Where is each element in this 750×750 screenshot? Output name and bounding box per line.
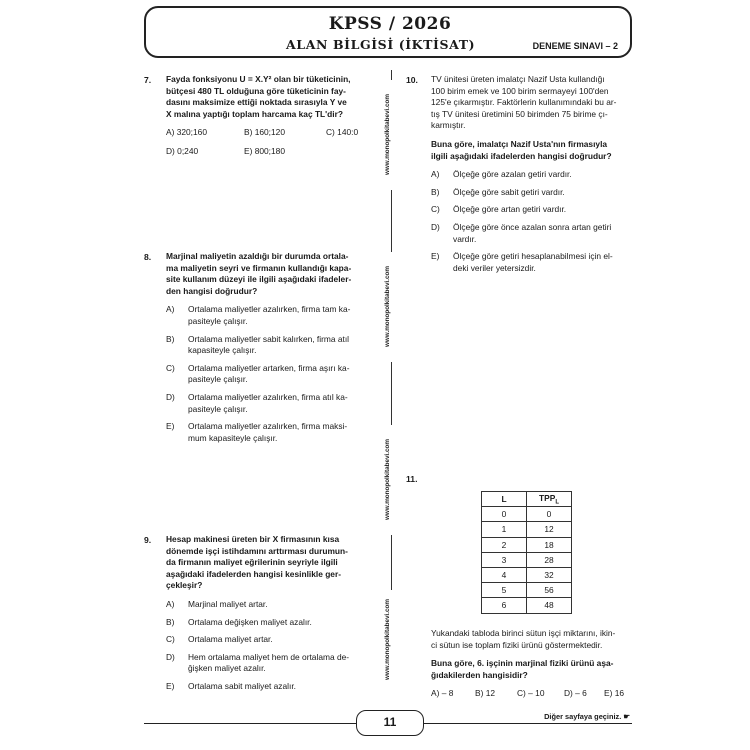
table-row: 1 12: [482, 522, 572, 537]
next-page-note: Diğer sayfaya geçiniz. ☛: [544, 712, 630, 721]
exam-header: [144, 6, 632, 58]
question-number: 10.: [406, 75, 418, 85]
question-intro: TV ünitesi üreten imalatçı Nazif Usta kullandığı 100 birim emek ve 100 birim sermayeyi 100'den 125'e çıkarmıştır. Faktörlerin kullanımındaki bu ar- tış TV ünitesi üretimini 50 birimden 75 birime çı- karmıştır.: [431, 74, 617, 131]
table-row: 0 0: [482, 507, 572, 522]
watermark: www.monopolkitabevi.com: [384, 590, 398, 690]
table-row: 2 18: [482, 537, 572, 552]
option-b[interactable]: B) 160;120: [244, 127, 285, 138]
option-e[interactable]: E) Ortalama maliyetler azalırken, firma maksi- mum kapasiteyle çalışır.: [166, 421, 348, 443]
question-number: 8.: [144, 252, 152, 262]
option-c[interactable]: C) Ölçeğe göre artan getiri vardır.: [431, 204, 567, 215]
question-10: [431, 74, 637, 274]
table-row: 5 56: [482, 583, 572, 598]
watermark: www.monopolkitabevi.com: [384, 252, 398, 362]
question-stem: Hesap makinesi üreten bir X firmasının kısa dönemde işçi istihdamını arttırması durumun- da firmanın maliyet eğrilerinin seyriyle ilgili aşağıdaki ifadelerden hangisi kesinlikle ger- çekleşir?: [166, 534, 348, 591]
option-a[interactable]: A) Ölçeğe göre azalan getiri vardır.: [431, 169, 572, 180]
option-b[interactable]: B) Ortalama maliyetler sabit kalırken, firma atıl kapasiteyle çalışır.: [166, 333, 350, 356]
question-8: [166, 251, 380, 444]
option-e[interactable]: E) 800;180: [244, 146, 285, 157]
question-11: [431, 628, 641, 702]
question-number: 9.: [144, 535, 152, 545]
option-c[interactable]: C) – 10: [517, 688, 545, 699]
table-header-l: L: [482, 492, 527, 507]
option-e[interactable]: E) Ölçeğe göre getiri hesaplanabilmesi için el- deki veriler yetersizdir.: [431, 251, 613, 273]
table-header-tpp: $TPP_L$: [527, 492, 572, 507]
question-stem: Fayda fonksiyonu U = X.Y² olan bir tüketicinin, bütçesi 480 TL olduğuna göre tüketicinin fay- dasını maksimize ettiği noktada sırasıyla Y ve X malına yaptığı toplam harcama kaç TL'dir?: [166, 74, 351, 119]
option-a[interactable]: A) 320;160: [166, 127, 207, 138]
pointing-hand-icon: ☛: [623, 712, 630, 721]
question-number: 7.: [144, 75, 152, 85]
question-stem: Buna göre, imalatçı Nazif Usta'nın firmasıyla ilgili aşağıdaki ifadelerden hangisi doğrudur?: [431, 138, 612, 161]
option-b[interactable]: B) Ortalama değişken maliyet azalır.: [166, 616, 312, 627]
option-b[interactable]: B) Ölçeğe göre sabit getiri vardır.: [431, 186, 565, 197]
option-d[interactable]: D) – 6: [564, 688, 587, 699]
question-9: [166, 534, 380, 693]
option-d[interactable]: D) Hem ortalama maliyet hem de ortalama de- ğişken maliyet azalır.: [166, 651, 350, 674]
watermark: www.monopolkitabevi.com: [384, 80, 398, 190]
option-d[interactable]: D) 0;240: [166, 146, 199, 157]
question-7: [166, 74, 380, 167]
exam-name: DENEME SINAVI – 2: [532, 41, 618, 51]
watermark: www.monopolkitabevi.com: [384, 425, 398, 535]
option-c[interactable]: C) 140:0: [326, 127, 359, 138]
subject-title: ALAN BİLGİSİ (İKTİSAT): [286, 37, 476, 52]
option-e[interactable]: E) 16: [604, 688, 625, 699]
page-number: 11: [356, 710, 424, 736]
option-b[interactable]: B) 12: [475, 688, 496, 699]
option-e[interactable]: E) Ortalama sabit maliyet azalır.: [166, 680, 296, 691]
tpp-table: [481, 491, 572, 614]
question-intro: Yukandaki tabloda birinci sütun işçi miktarını, ikin- ci sütun ise toplam fiziki ürünü göstermektedir.: [431, 628, 616, 650]
table-row: 6 48: [482, 598, 572, 613]
option-a[interactable]: A) Marjinal maliyet artar.: [166, 598, 268, 609]
option-a[interactable]: A) – 8: [431, 688, 454, 699]
option-c[interactable]: C) Ortalama maliyetler artarken, firma aşırı ka- pasiteyle çalışır.: [166, 362, 350, 385]
question-stem: Marjinal maliyetin azaldığı bir durumda ortala- ma maliyetin seyri ve firmanın kullandığı kapa- site kullanım düzeyi ile ilgili aşağıdaki ifadeler- den hangisi doğrudur?: [166, 251, 352, 296]
table-row: 3 28: [482, 552, 572, 567]
question-number: 11.: [406, 474, 418, 484]
option-d[interactable]: D) Ölçeğe göre önce azalan sonra artan getiri vardır.: [431, 221, 612, 244]
question-stem: Buna göre, 6. işçinin marjinal fiziki ürünü aşa- ğıdakilerden hangisidir?: [431, 658, 614, 680]
table-header-row: [482, 492, 572, 507]
exam-title: KPSS / 2026: [328, 14, 452, 34]
option-d[interactable]: D) Ortalama maliyetler azalırken, firma atıl ka- pasiteyle çalışır.: [166, 391, 348, 414]
option-c[interactable]: C) Ortalama maliyet artar.: [166, 634, 273, 645]
table-row: 4 32: [482, 567, 572, 582]
option-a[interactable]: A) Ortalama maliyetler azalırken, firma tam ka- pasiteyle çalışır.: [166, 304, 351, 326]
